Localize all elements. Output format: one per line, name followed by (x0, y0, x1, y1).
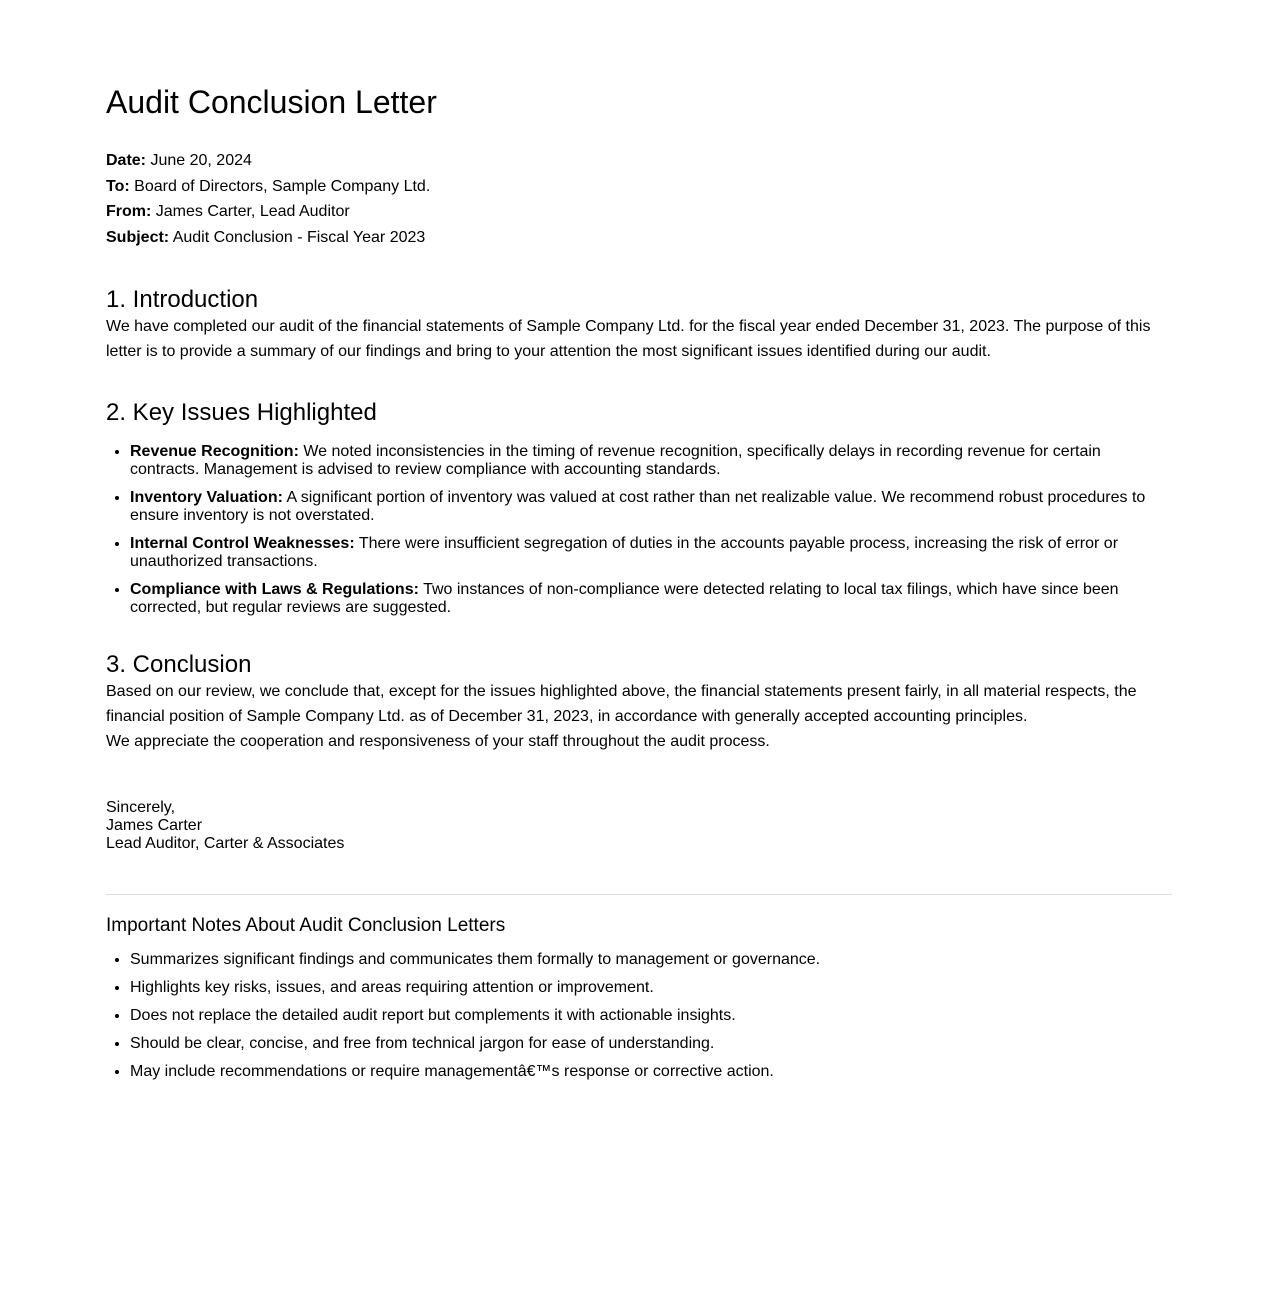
issue-label: Internal Control Weaknesses: (130, 534, 355, 552)
meta-from-label: From: (106, 203, 152, 221)
issue-label: Inventory Valuation: (130, 488, 283, 506)
issue-text: We noted inconsistencies in the timing of revenue recognition, specifically delays in recording revenue for certain contracts. Management is advised to review compliance with accounting standards. (130, 442, 1101, 478)
meta-subject (106, 225, 1172, 251)
issue-text: There were insufficient segregation of duties in the accounts payable process, increasing the risk of error or unauthorized transactions. (130, 534, 1119, 570)
notes-item: • Highlights key risks, issues, and areas requiring attention or improvement. (130, 979, 1172, 997)
meta-to (106, 174, 1172, 200)
section-divider (106, 894, 1172, 895)
notes-heading: Important Notes About Audit Conclusion Letters (106, 914, 506, 936)
letter-meta (106, 148, 1172, 251)
signature-block (106, 799, 1172, 853)
meta-date (106, 148, 1172, 174)
issue-label: Revenue Recognition: (130, 442, 299, 460)
notes-item: • Should be clear, concise, and free from technical jargon for ease of understanding. (130, 1035, 1172, 1053)
meta-to-value: Board of Directors, Sample Company Ltd. (134, 177, 431, 195)
conclusion-heading: 3. Conclusion (106, 650, 252, 678)
notes-item: • May include recommendations or require managementâ€™s response or corrective action. (130, 1063, 1172, 1081)
meta-subject-label: Subject: (106, 229, 170, 247)
issue-item-internal-control (130, 535, 1172, 571)
key-issues-list (106, 443, 1172, 617)
key-issues-heading: 2. Key Issues Highlighted (106, 398, 377, 426)
meta-date-label: Date: (106, 152, 147, 169)
issue-item-inventory-valuation (130, 489, 1172, 525)
issue-text: Two instances of non-compliance were detected relating to local tax filings, which have since been corrected, but regular reviews are suggested. (130, 580, 1119, 616)
meta-from (106, 199, 1172, 225)
meta-to-label: To: (106, 177, 130, 195)
meta-subject-value: Audit Conclusion - Fiscal Year 2023 (172, 229, 426, 247)
signature-closing: Sincerely, (106, 798, 176, 816)
issue-text: A significant portion of inventory was valued at cost rather than net realizable value. We recommend robust procedures to ensure inventory is not overstated. (130, 488, 1146, 524)
page-title: Audit Conclusion Letter (106, 84, 437, 120)
signature-role: Lead Auditor, Carter & Associates (106, 834, 345, 852)
notes-item: • Does not replace the detailed audit report but complements it with actionable insights. (130, 1007, 1172, 1025)
issue-item-compliance (130, 581, 1172, 617)
appreciation-text: We appreciate the cooperation and responsiveness of your staff throughout the audit process. (106, 732, 770, 750)
notes-list (106, 951, 1172, 1081)
signature-name: James Carter (106, 816, 203, 834)
introduction-text: We have completed our audit of the financial statements of Sample Company Ltd. for the fiscal year ended December 31, 2023. The purpose of this letter is to provide a summary of our findings and bring to your attention the most significant issues identified during our audit. (106, 317, 1151, 360)
meta-from-value: James Carter, Lead Auditor (155, 203, 350, 221)
issue-label: Compliance with Laws & Regulations: (130, 580, 419, 598)
meta-date-value: June 20, 2024 (150, 152, 252, 169)
issue-item-revenue-recognition (130, 443, 1172, 479)
notes-item: • Summarizes significant findings and communicates them formally to management or governance. (130, 951, 1172, 969)
introduction-heading: 1. Introduction (106, 285, 259, 313)
conclusion-text: Based on our review, we conclude that, except for the issues highlighted above, the financial statements present fairly, in all material respects, the financial position of Sample Company Ltd. as of December 31, 2023, in accordance with generally accepted accounting principles. (106, 682, 1137, 725)
